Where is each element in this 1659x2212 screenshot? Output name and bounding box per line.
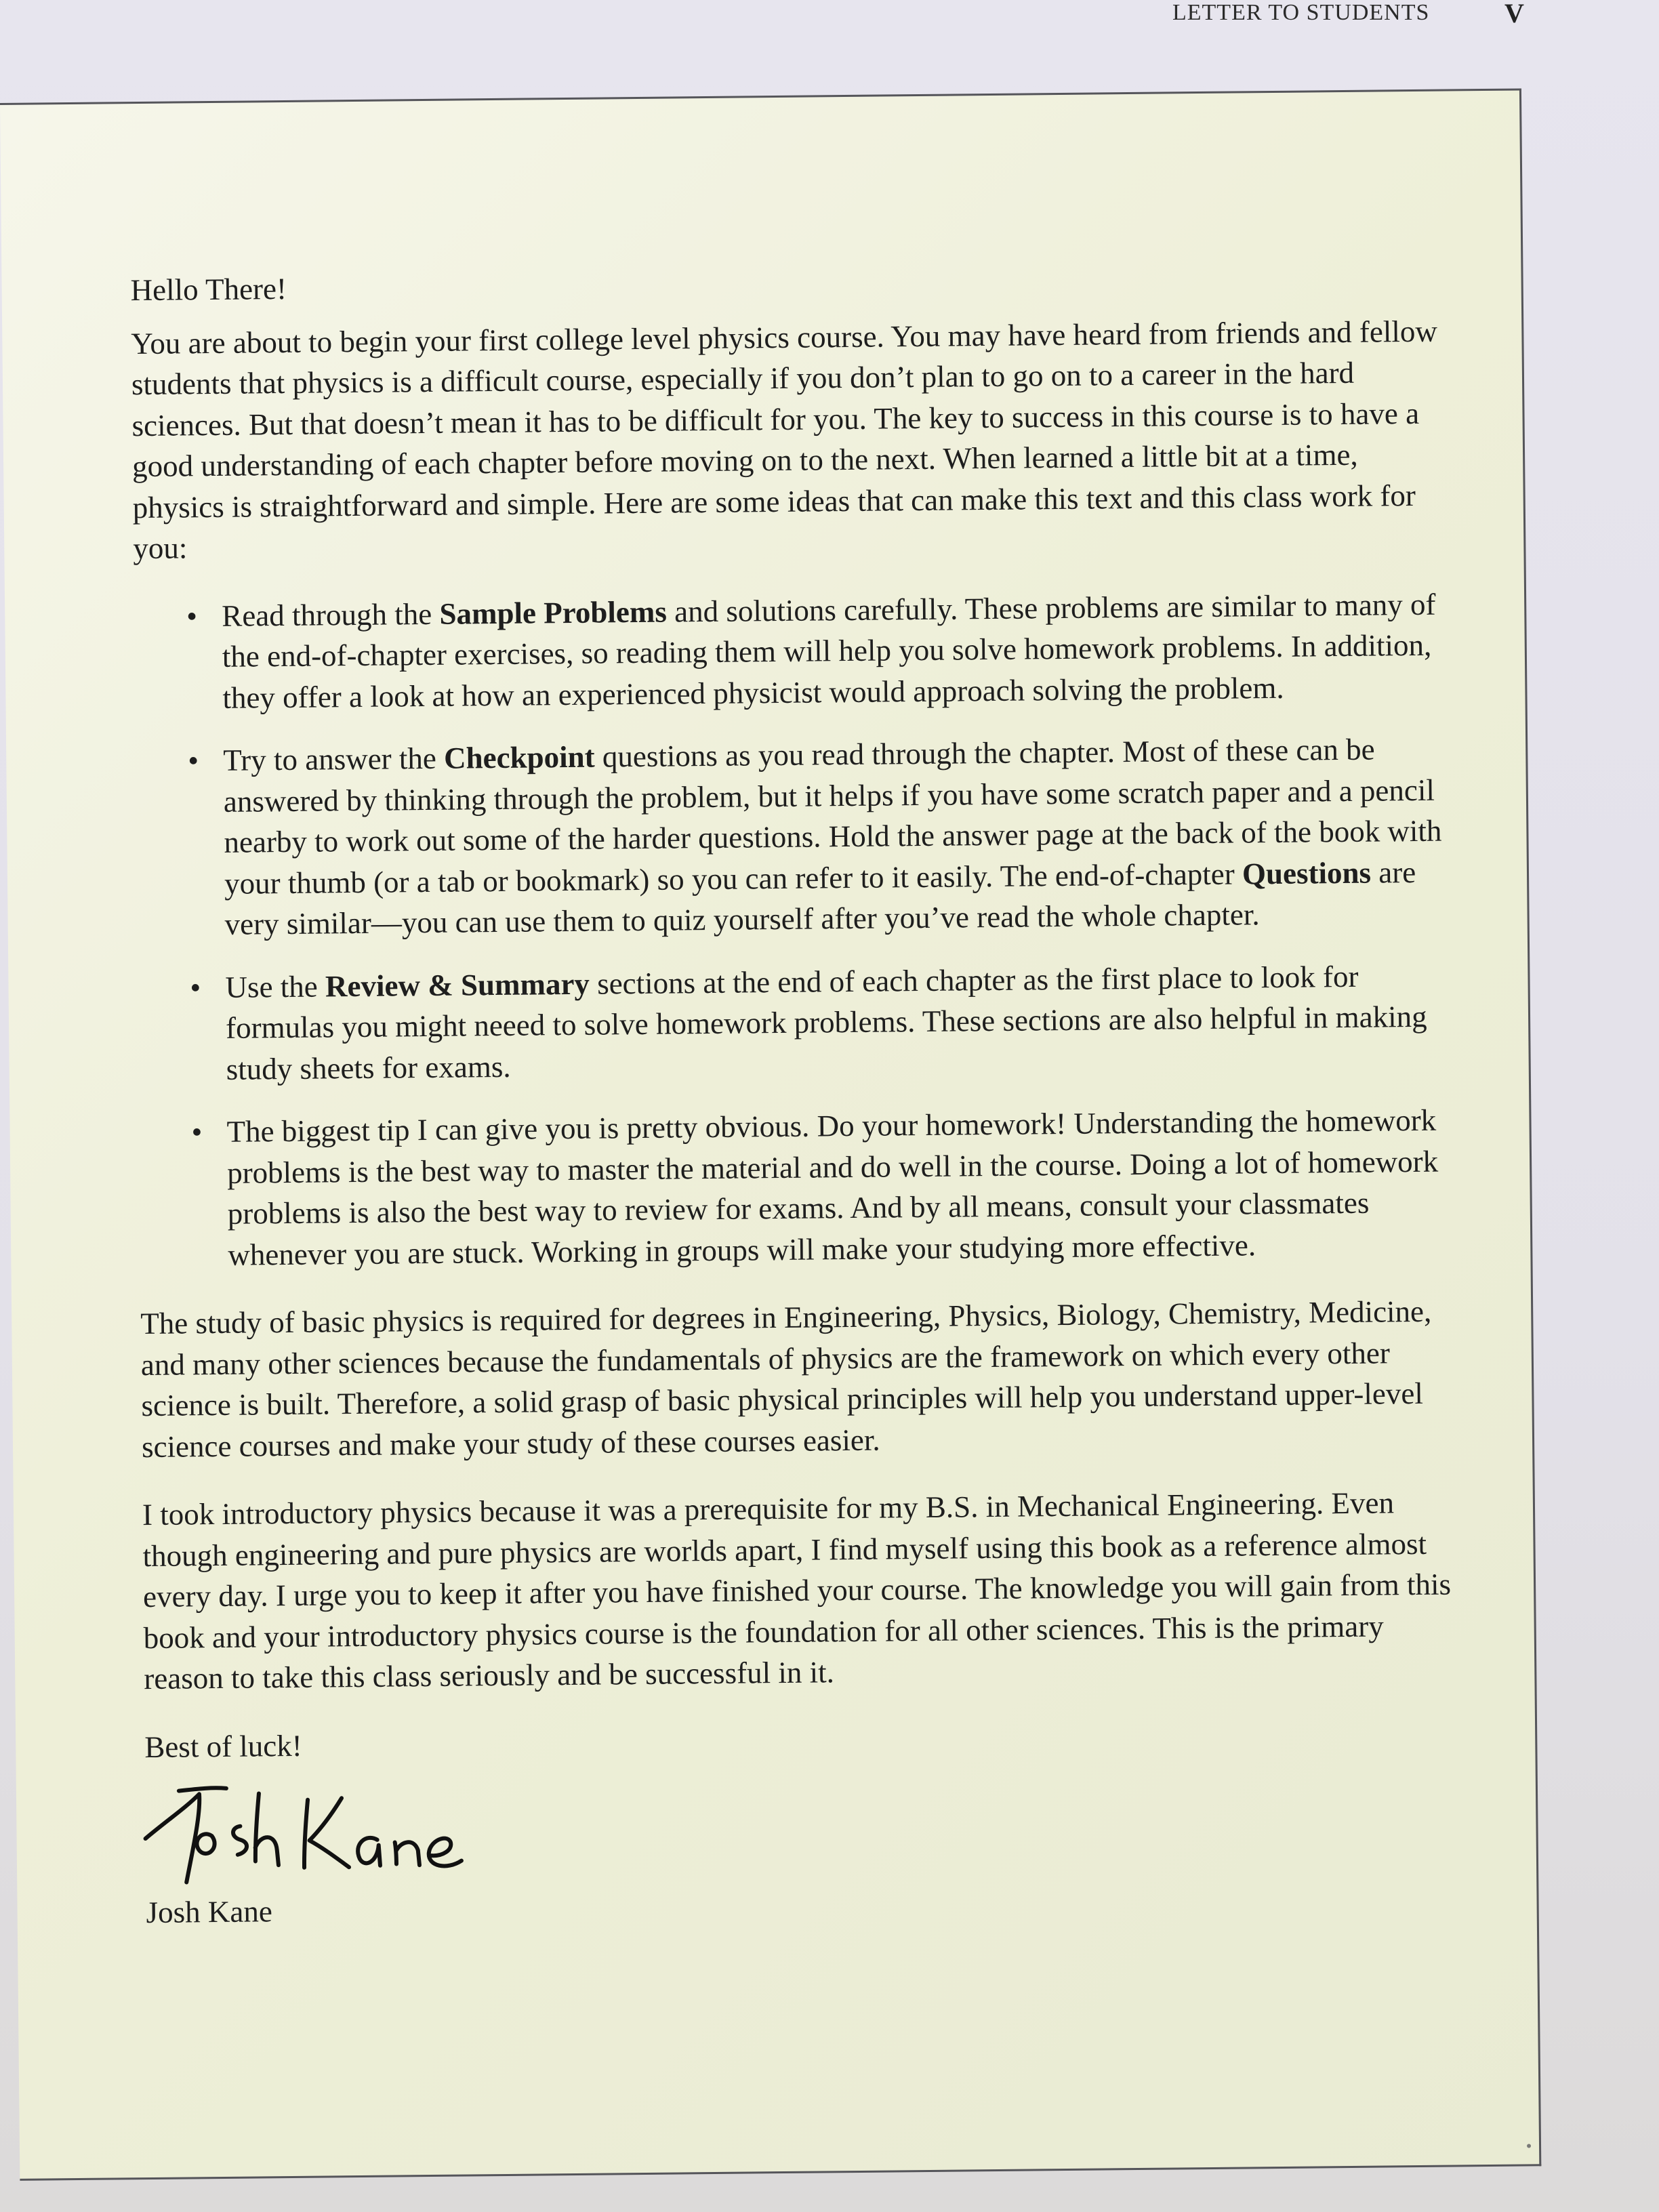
tip-text: Try to answer the — [223, 741, 445, 777]
body-paragraph: The study of basic physics is required for degrees in Engineering, Physics, Biology, Chemistry, Medicine, and many other sciences because the fundamentals of physics are the framework on which every other science is built. Therefore, a solid grasp of basic physical principles will help you understand upper-level science courses and make your study of these courses easier. — [140, 1294, 1432, 1464]
page-number: V — [1504, 0, 1524, 28]
tip-item — [226, 1099, 1454, 1275]
tip-text: questions as you read through the chapter. Most of these can be answered by thinking through the problem, but it helps if you have some scratch paper and a pencil nearby to work out some of the harder questions. Hold the answer page at the back of the book with your thumb (or a tab or bookmark) so you can refer to it easily. The end-of-chapter — [223, 732, 1442, 901]
tip-keyword: Checkpoint — [443, 739, 595, 775]
tip-text: and solutions carefully. These problems are similar to many of the end-of-chapter exercises, so reading them will help you solve homework problems. In addition, they offer a look at how an experienced physicist would approach solving the problem. — [222, 587, 1436, 715]
tip-text: sections at the end of each chapter as the first place to look for formulas you might neeed to solve homework problems. These sections are also helpful in making study sheets for exams. — [225, 959, 1427, 1086]
intro-paragraph: You are about to begin your first college level physics course. You may have heard from friends and fellow students that physics is a difficult course, especially if you don’t plan to go on to a career in the hard sciences. But that doesn’t mean it has to be difficult for you. The key to success in this course is to have a good understanding of each chapter before moving on to the next. When learned a little bit at a time, physics is straightforward and simple. Here are some ideas that can make this text and this class work for you: — [131, 314, 1438, 566]
letter-box — [0, 88, 1541, 2180]
handwritten-signature — [138, 1771, 492, 1889]
tip-item — [223, 729, 1452, 945]
tip-item — [225, 955, 1453, 1090]
tip-keyword: Sample Problems — [439, 594, 668, 631]
tips-list — [134, 583, 1455, 1276]
tip-text: The biggest tip I can give you is pretty obvious. Do your homework! Understanding the homework problems is the best way to master the material and do well in the course. Doing a lot of homework problems is also the best way to review for exams. And by all means, consult your classmates whenever you are stuck. Working in groups will make your studying more effective. — [226, 1103, 1439, 1272]
tip-text: are very similar—you can use them to quiz yourself after you’ve read the whole chapter. — [224, 855, 1416, 941]
tip-keyword: Questions — [1242, 855, 1372, 890]
signer-name: Josh Kane — [146, 1894, 273, 1930]
closing: Best of luck! — [144, 1728, 302, 1764]
tip-text: Read through the — [222, 596, 440, 633]
greeting: Hello There! — [130, 271, 287, 308]
tip-item — [222, 583, 1450, 718]
running-head: LETTER TO STUDENTS — [1172, 0, 1430, 25]
tip-keyword: Review & Summary — [325, 966, 590, 1003]
body-paragraph: I took introductory physics because it was a prerequisite for my B.S. in Mechanical Engineering. Even though engineering and pure physics are worlds apart, I find myself using this book as a reference almost every day. I urge you to keep it after you have finished your course. The knowledge you will gain from this book and your introductory physics course is the foundation for all other sciences. This is the primary reason to take this class seriously and be successful in it. — [142, 1486, 1452, 1696]
tip-text: Use the — [225, 968, 326, 1004]
speck — [1527, 2144, 1531, 2148]
letter-body — [130, 258, 1461, 1961]
